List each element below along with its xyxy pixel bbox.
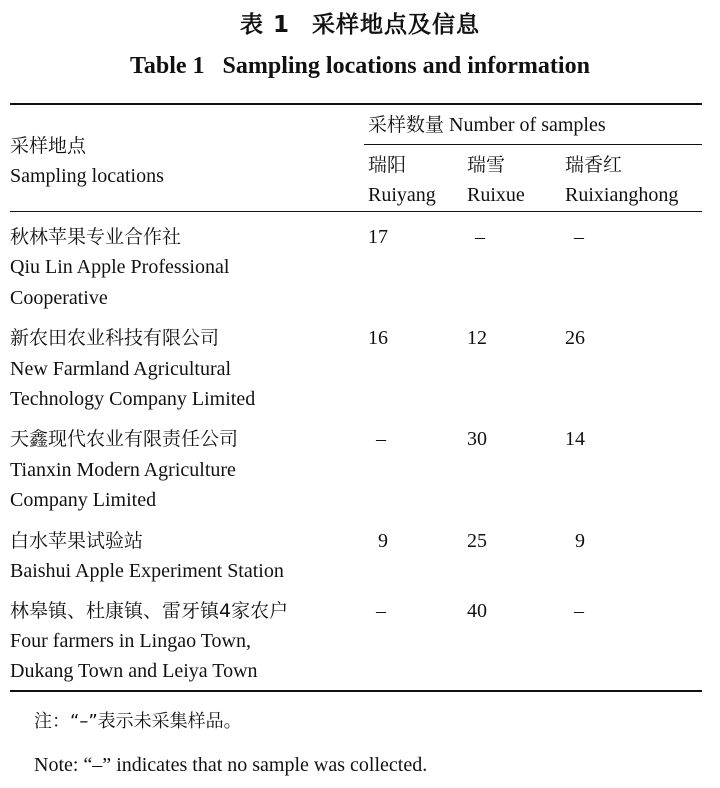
row-location-en: New Farmland Agricultural [10,358,232,380]
cell-ruiyang: – [376,428,386,450]
row-location-cn: 白水苹果试验站 [10,530,144,552]
header-variety-cn: 瑞阳 [368,154,407,176]
cell-ruixianghong: – [574,600,584,622]
header-samples-cn: 采样数量 [368,114,445,136]
cell-ruixue: 40 [467,600,487,622]
table-title-cn [0,6,720,39]
cell-ruixue: 12 [467,327,487,349]
row-location-cn: 林皋镇、杜康镇、雷牙镇4家农户 [10,600,289,622]
row-location-en: Baishui Apple Experiment Station [10,560,284,582]
row-location-en: Four farmers in Lingao Town, [10,630,251,652]
header-location-cn: 采样地点 [10,135,87,157]
header-rule [10,211,702,212]
row-location-cn: 秋林苹果专业合作社 [10,226,182,248]
row-location-en: Dukang Town and Leiya Town [10,660,258,682]
row-location-en: Company Limited [10,489,157,511]
header-variety-cn: 瑞香红 [565,154,623,176]
header-location-en: Sampling locations [10,165,164,187]
table-number-en: Table 1 [130,53,205,79]
row-location-en: Tianxin Modern Agriculture [10,459,236,481]
row-location-cn: 天鑫现代农业有限责任公司 [10,428,239,450]
header-samples [368,110,606,141]
row-location-en: Qiu Lin Apple Professional [10,256,230,278]
row-location-en: Cooperative [10,287,108,309]
table-title-en [0,53,720,80]
table-caption-cn: 采样地点及信息 [312,12,480,38]
cell-ruiyang: 16 [368,327,388,349]
header-variety-en: Ruixianghong [565,184,679,206]
cell-ruixue: 30 [467,428,487,450]
cell-ruixianghong: – [574,226,584,248]
cell-ruiyang: 9 [378,530,388,552]
bottom-rule [10,690,702,692]
cell-ruixue: 25 [467,530,487,552]
header-variety-en: Ruiyang [368,184,436,206]
table-number-cn: 表 1 [239,12,290,38]
cell-ruiyang: 17 [368,226,388,248]
row-location-en: Technology Company Limited [10,388,256,410]
header-samples-en: Number of samples [449,114,606,136]
table-caption-en: Sampling locations and information [222,53,590,79]
header-variety-en: Ruixue [467,184,525,206]
header-variety-cn: 瑞雪 [467,154,506,176]
cell-ruixianghong: 26 [565,327,585,349]
table-note-en: Note: “–” indicates that no sample was collected. [34,754,428,776]
cell-ruixianghong: 9 [575,530,585,552]
header-sub-rule [364,144,702,145]
cell-ruixianghong: 14 [565,428,585,450]
cell-ruixue: – [475,226,485,248]
top-rule [10,103,702,105]
row-location-cn: 新农田农业科技有限公司 [10,327,220,349]
table-note-cn: 注：“–”表示未采集样品。 [34,711,242,732]
cell-ruiyang: – [376,600,386,622]
